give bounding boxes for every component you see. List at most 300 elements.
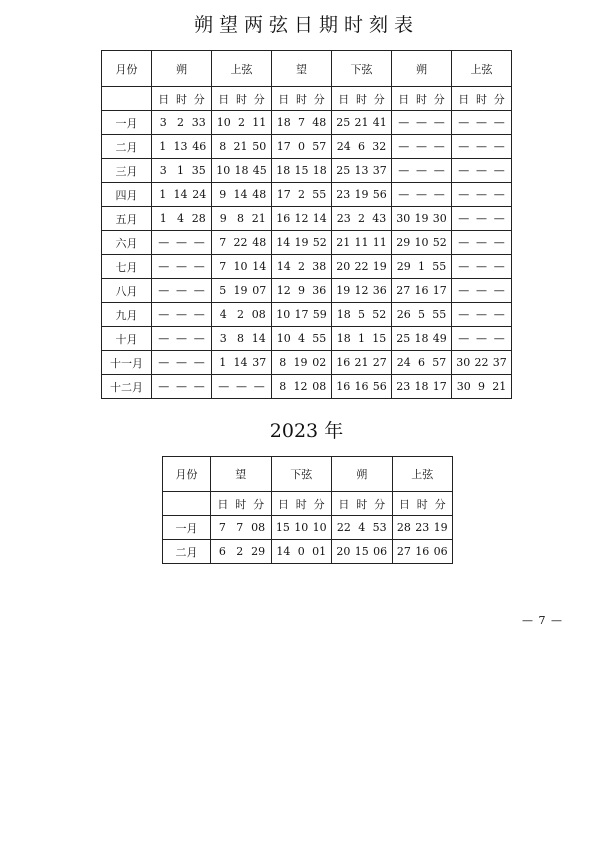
hour-value: — <box>176 236 187 249</box>
hour-value: 9 <box>298 284 305 297</box>
phase-time-cell <box>212 135 272 159</box>
phase-time-cell <box>272 111 332 135</box>
phase-time-cell <box>332 540 393 564</box>
unit-header-cell <box>211 492 272 516</box>
hour-value: 2 <box>298 260 305 273</box>
phase-time-cell <box>332 135 392 159</box>
unit-header-cell <box>212 87 272 111</box>
minute-value: 33 <box>191 116 206 129</box>
month-label: 一月 <box>163 516 211 540</box>
day-value: 28 <box>396 521 411 534</box>
day-value: 29 <box>396 260 411 273</box>
day-value: 4 <box>219 308 227 321</box>
phase-time-cell <box>152 111 212 135</box>
day-value: 18 <box>276 164 291 177</box>
day-value: — <box>458 116 470 129</box>
minute-value: 48 <box>252 236 267 249</box>
day-value: 1 <box>159 140 167 153</box>
phase-time-cell <box>212 159 272 183</box>
day-value: — <box>218 380 230 393</box>
phase-time-cell <box>392 159 452 183</box>
hour-value: 19 <box>293 356 308 369</box>
unit-label: 时 <box>476 92 487 106</box>
minute-value: 07 <box>252 284 267 297</box>
unit-label: 分 <box>373 92 385 106</box>
page-title: 朔望两弦日期时刻表 <box>193 14 419 36</box>
phase-header: 朔 <box>332 457 393 492</box>
hour-value: — <box>176 308 187 321</box>
day-value: 9 <box>219 212 227 225</box>
hour-value: — <box>416 164 427 177</box>
phase-time-cell <box>452 231 512 255</box>
hour-value: 13 <box>173 140 188 153</box>
month-label: 十一月 <box>102 351 152 375</box>
unit-label: 时 <box>356 497 368 511</box>
phase-time-cell <box>452 135 512 159</box>
phase-time-cell <box>212 303 272 327</box>
minute-value: 36 <box>372 284 387 297</box>
month-label: 四月 <box>102 183 152 207</box>
hour-value: 8 <box>237 212 244 225</box>
day-value: — <box>158 260 170 273</box>
month-label: 六月 <box>102 231 152 255</box>
day-value: 25 <box>336 164 351 177</box>
day-value: 18 <box>336 332 351 345</box>
unit-label: 分 <box>313 497 325 511</box>
unit-header-cell <box>272 87 332 111</box>
hour-value: 19 <box>354 188 369 201</box>
month-label: 二月 <box>163 540 211 564</box>
day-value: 1 <box>159 188 167 201</box>
hour-value: — <box>476 188 487 201</box>
phase-time-cell <box>152 375 212 399</box>
hour-value: 18 <box>414 380 429 393</box>
phase-time-cell <box>212 231 272 255</box>
phase-time-cell <box>272 279 332 303</box>
hour-value: 2 <box>236 545 244 558</box>
phase-time-cell <box>332 183 392 207</box>
minute-value: 11 <box>372 236 387 249</box>
unit-label: 日 <box>158 92 170 106</box>
minute-value: 48 <box>312 116 327 129</box>
day-value: 8 <box>219 140 227 153</box>
minute-value: 08 <box>312 380 327 393</box>
phase-header: 朔 <box>152 51 212 87</box>
minute-value: 57 <box>312 140 327 153</box>
minute-value: 27 <box>372 356 387 369</box>
day-value: — <box>458 236 470 249</box>
table-row <box>102 351 512 375</box>
minute-value: 52 <box>312 236 327 249</box>
day-value: 30 <box>456 356 471 369</box>
phase-time-cell <box>332 231 392 255</box>
hour-value: 19 <box>414 212 429 225</box>
minute-value: 14 <box>252 260 267 273</box>
month-label: 三月 <box>102 159 152 183</box>
hour-value: 21 <box>354 356 369 369</box>
unit-label: 分 <box>313 92 325 106</box>
minute-value: 29 <box>251 545 266 558</box>
day-value: 23 <box>396 380 411 393</box>
phase-header: 望 <box>211 457 272 492</box>
minute-value: — <box>193 284 205 297</box>
minute-value: 52 <box>372 308 387 321</box>
day-value: 1 <box>219 356 227 369</box>
month-label: 二月 <box>102 135 152 159</box>
hour-value: 14 <box>233 188 248 201</box>
hour-value: — <box>476 140 487 153</box>
hour-value: 9 <box>478 380 485 393</box>
minute-value: 06 <box>373 545 388 558</box>
phase-time-cell <box>452 183 512 207</box>
hour-value: — <box>176 260 187 273</box>
hour-value: 16 <box>414 284 429 297</box>
phase-time-cell <box>272 159 332 183</box>
unit-label: 分 <box>374 497 386 511</box>
minute-value: 55 <box>432 260 447 273</box>
minute-value: — <box>193 332 205 345</box>
minute-value: — <box>193 356 205 369</box>
day-value: 3 <box>219 332 227 345</box>
table-row <box>163 540 453 564</box>
hour-value: 5 <box>358 308 365 321</box>
month-label: 九月 <box>102 303 152 327</box>
day-value: 7 <box>218 521 226 534</box>
hour-value: 4 <box>358 521 366 534</box>
minute-value: 55 <box>312 188 327 201</box>
minute-value: 11 <box>252 116 267 129</box>
hour-value: 4 <box>177 212 184 225</box>
phase-time-cell <box>392 303 452 327</box>
hour-value: 15 <box>294 164 309 177</box>
phase-time-cell <box>452 303 512 327</box>
phase-time-cell <box>152 351 212 375</box>
month-label: 七月 <box>102 255 152 279</box>
minute-value: 52 <box>432 236 447 249</box>
day-value: — <box>458 308 470 321</box>
phase-header: 上弦 <box>212 51 272 87</box>
day-value: 3 <box>159 116 167 129</box>
unit-label: 分 <box>433 92 445 106</box>
hour-value: 0 <box>298 140 305 153</box>
minute-value: — <box>433 164 445 177</box>
phase-time-cell <box>332 327 392 351</box>
minute-value: 35 <box>191 164 206 177</box>
phase-time-cell <box>392 540 453 564</box>
minute-value: — <box>433 140 445 153</box>
hour-value: 6 <box>418 356 425 369</box>
hour-value: 17 <box>294 308 309 321</box>
unit-header-cell <box>392 87 452 111</box>
phase-time-cell <box>452 159 512 183</box>
phase-time-cell <box>152 183 212 207</box>
minute-value: 49 <box>432 332 447 345</box>
hour-value: 6 <box>358 140 365 153</box>
hour-value: — <box>476 212 487 225</box>
minute-value: 17 <box>432 380 447 393</box>
phase-time-cell <box>152 255 212 279</box>
table-row <box>102 303 512 327</box>
minute-value: — <box>433 116 445 129</box>
minute-value: — <box>493 260 505 273</box>
day-value: 10 <box>216 116 231 129</box>
year-heading: 2023 年 <box>269 420 344 442</box>
month-label: 一月 <box>102 111 152 135</box>
unit-label: 分 <box>434 497 446 511</box>
hour-value: 10 <box>414 236 429 249</box>
minute-value: — <box>433 188 445 201</box>
minute-value: 46 <box>192 140 207 153</box>
phase-time-cell <box>332 111 392 135</box>
day-value: — <box>158 308 170 321</box>
minute-value: — <box>493 284 505 297</box>
unit-header-cell <box>392 492 453 516</box>
minute-value: — <box>193 236 205 249</box>
hour-value: 23 <box>415 521 430 534</box>
day-value: 12 <box>276 284 291 297</box>
phase-time-cell <box>272 255 332 279</box>
hour-value: — <box>476 116 487 129</box>
hour-value: 7 <box>236 521 244 534</box>
phase-time-cell <box>152 159 212 183</box>
phase-time-cell <box>392 327 452 351</box>
phase-time-cell <box>452 207 512 231</box>
day-value: — <box>398 164 410 177</box>
table-row <box>102 135 512 159</box>
unit-label: 日 <box>338 497 350 511</box>
minute-value: 08 <box>251 521 266 534</box>
hour-value: — <box>176 380 187 393</box>
unit-label: 分 <box>193 92 205 106</box>
phase-time-cell <box>392 111 452 135</box>
unit-label: 分 <box>253 497 265 511</box>
minute-value: 15 <box>372 332 387 345</box>
phase-header: 下弦 <box>332 51 392 87</box>
unit-label: 时 <box>236 92 247 106</box>
day-value: 23 <box>336 188 351 201</box>
hour-value: 10 <box>233 260 248 273</box>
unit-label: 时 <box>295 497 307 511</box>
hour-value: — <box>416 116 427 129</box>
month-column-header: 月份 <box>102 51 152 87</box>
hour-value: 7 <box>298 116 305 129</box>
unit-label: 日 <box>278 92 290 106</box>
minute-value: 38 <box>312 260 327 273</box>
minute-value: 19 <box>372 260 387 273</box>
hour-value: 21 <box>354 116 369 129</box>
phase-time-cell <box>392 231 452 255</box>
unit-header-cell <box>271 492 332 516</box>
phase-time-cell <box>212 183 272 207</box>
minute-value: 21 <box>251 212 266 225</box>
phase-header: 上弦 <box>392 457 453 492</box>
day-value: 16 <box>276 212 291 225</box>
day-value: 10 <box>276 308 291 321</box>
phase-time-cell <box>272 183 332 207</box>
hour-value: 2 <box>238 116 245 129</box>
day-value: 14 <box>276 236 291 249</box>
page-number: — 7 — <box>522 614 563 627</box>
phase-time-cell <box>211 540 272 564</box>
month-column-header: 月份 <box>163 457 211 492</box>
phase-time-cell <box>272 351 332 375</box>
phase-time-cell <box>332 516 393 540</box>
day-value: 14 <box>276 260 291 273</box>
minute-value: — <box>193 308 205 321</box>
month-label: 八月 <box>102 279 152 303</box>
table-row <box>102 279 512 303</box>
day-value: 24 <box>336 140 351 153</box>
phase-time-cell <box>332 279 392 303</box>
phase-time-cell <box>152 231 212 255</box>
day-value: 7 <box>219 260 227 273</box>
minute-value: 14 <box>312 212 327 225</box>
table-row <box>102 255 512 279</box>
unit-header-cell <box>452 87 512 111</box>
hour-value: — <box>476 284 487 297</box>
minute-value: 36 <box>312 284 327 297</box>
phase-time-cell <box>272 375 332 399</box>
hour-value: — <box>416 140 427 153</box>
blank-cell <box>102 87 152 111</box>
minute-value: 28 <box>191 212 206 225</box>
day-value: 10 <box>276 332 291 345</box>
phase-time-cell <box>332 351 392 375</box>
phase-time-cell <box>392 375 452 399</box>
hour-value: — <box>416 188 427 201</box>
table-row <box>102 111 512 135</box>
unit-label: 日 <box>398 92 410 106</box>
unit-label: 日 <box>398 497 410 511</box>
hour-value: — <box>176 284 187 297</box>
day-value: — <box>158 236 170 249</box>
phase-time-cell <box>332 159 392 183</box>
minute-value: — <box>493 332 505 345</box>
hour-value: 2 <box>237 308 244 321</box>
phase-time-cell <box>211 516 272 540</box>
unit-label: 分 <box>253 92 265 106</box>
hour-value: 2 <box>358 212 365 225</box>
minute-value: 41 <box>372 116 387 129</box>
unit-label: 日 <box>277 497 289 511</box>
unit-header-cell <box>332 87 392 111</box>
phase-time-cell <box>271 516 332 540</box>
unit-label: 日 <box>218 92 230 106</box>
unit-label: 时 <box>416 497 428 511</box>
phase-time-cell <box>272 207 332 231</box>
day-value: 26 <box>396 308 411 321</box>
day-value: — <box>458 164 470 177</box>
hour-value: 10 <box>294 521 309 534</box>
day-value: 27 <box>396 284 411 297</box>
day-value: 20 <box>336 545 351 558</box>
hour-value: 11 <box>354 236 369 249</box>
phase-time-cell <box>392 183 452 207</box>
phase-time-cell <box>152 327 212 351</box>
day-value: 29 <box>396 236 411 249</box>
minute-value: 17 <box>432 284 447 297</box>
day-value: — <box>158 380 170 393</box>
minute-value: 50 <box>252 140 267 153</box>
hour-value: 2 <box>177 116 184 129</box>
hour-value: 19 <box>233 284 248 297</box>
minute-value: 59 <box>312 308 327 321</box>
unit-label: 日 <box>458 92 470 106</box>
phase-time-cell <box>392 255 452 279</box>
day-value: 25 <box>396 332 411 345</box>
table-row <box>163 516 453 540</box>
unit-label: 日 <box>338 92 350 106</box>
day-value: 24 <box>396 356 411 369</box>
phase-header: 上弦 <box>452 51 512 87</box>
month-label: 五月 <box>102 207 152 231</box>
day-value: — <box>398 188 410 201</box>
phase-time-cell <box>212 375 272 399</box>
hour-value: 0 <box>297 545 305 558</box>
hour-value: 21 <box>233 140 248 153</box>
hour-value: 16 <box>354 380 369 393</box>
phase-time-cell <box>272 327 332 351</box>
phase-time-cell <box>392 207 452 231</box>
day-value: 5 <box>219 284 227 297</box>
unit-label: 时 <box>235 497 247 511</box>
minute-value: — <box>193 260 205 273</box>
phase-time-cell <box>152 303 212 327</box>
hour-value: 22 <box>474 356 489 369</box>
phase-time-cell <box>212 351 272 375</box>
table-row <box>102 159 512 183</box>
phase-time-cell <box>152 207 212 231</box>
phase-header: 望 <box>272 51 332 87</box>
hour-value: 22 <box>354 260 369 273</box>
minute-value: 18 <box>312 164 327 177</box>
minute-value: 55 <box>312 332 327 345</box>
day-value: 22 <box>336 521 351 534</box>
phase-time-cell <box>392 516 453 540</box>
minute-value: — <box>253 380 265 393</box>
day-value: — <box>458 332 470 345</box>
phase-time-cell <box>212 207 272 231</box>
day-value: 16 <box>336 380 351 393</box>
minute-value: 01 <box>312 545 327 558</box>
hour-value: 8 <box>237 332 244 345</box>
day-value: 6 <box>218 545 226 558</box>
phase-time-cell <box>271 540 332 564</box>
phase-time-cell <box>332 207 392 231</box>
minute-value: — <box>493 308 505 321</box>
month-label: 十二月 <box>102 375 152 399</box>
hour-value: 12 <box>354 284 369 297</box>
day-value: 15 <box>275 521 290 534</box>
minute-value: — <box>493 140 505 153</box>
phase-time-cell <box>332 375 392 399</box>
unit-label: 时 <box>296 92 307 106</box>
minute-value: — <box>493 212 505 225</box>
minute-value: 55 <box>432 308 447 321</box>
minute-value: — <box>493 188 505 201</box>
table-row <box>102 183 512 207</box>
minute-value: 32 <box>372 140 387 153</box>
day-value: — <box>458 212 470 225</box>
hour-value: — <box>476 164 487 177</box>
unit-label: 时 <box>416 92 427 106</box>
day-value: 18 <box>336 308 351 321</box>
day-value: — <box>398 140 410 153</box>
hour-value: — <box>236 380 247 393</box>
minute-value: 08 <box>251 308 266 321</box>
day-value: 8 <box>279 380 287 393</box>
phase-time-cell <box>212 111 272 135</box>
